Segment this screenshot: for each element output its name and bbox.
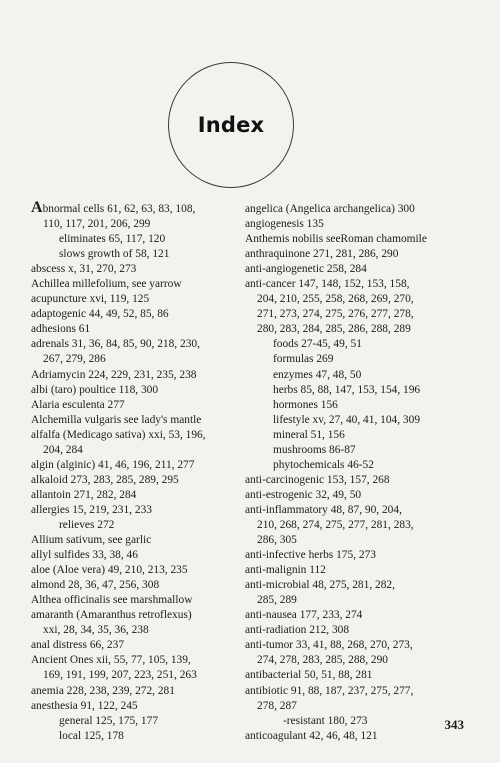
index-entry-line: 169, 191, 199, 207, 223, 251, 263 [43, 669, 197, 682]
index-entry [245, 217, 475, 232]
index-entry-line: general 125, 175, 177 [59, 714, 159, 727]
index-entry-line: algin (alginic) 41, 46, 196, 211, 277 [31, 458, 195, 471]
index-entry [31, 398, 259, 413]
index-entry [31, 578, 259, 593]
index-entry-line: slows growth of 58, 121 [59, 248, 170, 261]
index-entry [245, 247, 475, 262]
index-entry-line: xxi, 28, 34, 35, 36, 238 [43, 624, 149, 637]
index-entry [245, 548, 475, 563]
index-column-left [31, 199, 259, 744]
index-entry-line: Adriamycin 224, 229, 231, 235, 238 [31, 368, 197, 381]
index-entry-line: 280, 283, 284, 285, 286, 288, 289 [257, 323, 411, 336]
index-entry-line: acupuncture xvi, 119, 125 [31, 293, 150, 306]
index-entry-line: anti-radiation 212, 308 [245, 624, 350, 637]
index-entry [245, 668, 475, 683]
index-entry-line: anti-tumor 33, 41, 88, 268, 270, 273, [245, 639, 413, 652]
index-entry [31, 593, 259, 608]
index-entry-line: antibacterial 50, 51, 88, 281 [245, 669, 373, 682]
index-entry-line: anti-malignin 112 [245, 564, 326, 577]
index-entry [31, 684, 259, 699]
index-entry-line: alkaloid 273, 283, 285, 289, 295 [31, 473, 179, 486]
index-entry-line: angiogenesis 135 [245, 218, 324, 231]
index-entry [31, 262, 259, 277]
index-entry [31, 473, 259, 488]
index-entry [245, 262, 475, 277]
index-entry [245, 714, 475, 729]
index-entry-line: anti-nausea 177, 233, 274 [245, 609, 363, 622]
title-circle [168, 62, 294, 188]
index-entry [245, 488, 475, 503]
index-entry-line: Alaria esculenta 277 [31, 398, 125, 411]
index-entry-line: local 125, 178 [59, 729, 124, 742]
index-entry-line: adhesions 61 [31, 323, 91, 336]
index-entry-line: angelica (Angelica archangelica) 300 [245, 203, 415, 215]
page-title: Index [197, 113, 265, 137]
index-entry-line: relieves 272 [59, 518, 115, 531]
index-entry-line: enzymes 47, 48, 50 [273, 368, 362, 381]
index-entry [245, 413, 475, 428]
index-entry [31, 608, 259, 638]
index-entry-line: phytochemicals 46-52 [273, 458, 374, 471]
index-entry [31, 247, 259, 262]
index-entry-line: mushrooms 86-87 [273, 443, 356, 456]
index-entry-line: 267, 279, 286 [43, 353, 106, 366]
index-entry [245, 368, 475, 383]
index-entry-line: 204, 210, 255, 258, 268, 269, 270, [257, 293, 414, 306]
index-entry-line: anti-cancer 147, 148, 152, 153, 158, [245, 278, 410, 291]
index-entry [245, 428, 475, 443]
index-entry [31, 428, 259, 458]
index-entry-line: formulas 269 [273, 353, 334, 366]
index-entry-line: antibiotic 91, 88, 187, 237, 275, 277, [245, 684, 414, 697]
index-entry-line: anti-microbial 48, 275, 281, 282, [245, 579, 395, 592]
index-entry [31, 277, 259, 292]
index-entry [245, 729, 475, 744]
page-number: 343 [444, 717, 464, 732]
index-entry-line: aloe (Aloe vera) 49, 210, 213, 235 [31, 564, 188, 577]
index-entry-line: anti-infective herbs 175, 273 [245, 549, 376, 562]
index-entry-line: 274, 278, 283, 285, 288, 290 [257, 654, 388, 667]
index-entry [31, 533, 259, 548]
index-entry [31, 307, 259, 322]
index-entry-line: Anthemis nobilis seeRoman chamomile [245, 233, 427, 246]
index-entry-line: eliminates 65, 117, 120 [59, 233, 166, 246]
index-entry [245, 398, 475, 413]
index-entry-line: anti-carcinogenic 153, 157, 268 [245, 473, 390, 486]
index-entry-line: Alchemilla vulgaris see lady's mantle [31, 413, 202, 426]
index-entry-line: allantoin 271, 282, 284 [31, 488, 137, 501]
index-entry [31, 518, 259, 533]
index-entry [31, 337, 259, 367]
index-entry-line: adaptogenic 44, 49, 52, 85, 86 [31, 308, 169, 321]
index-entry-line: almond 28, 36, 47, 256, 308 [31, 579, 160, 592]
index-entry [31, 458, 259, 473]
index-entry-line: foods 27-45, 49, 51 [273, 338, 362, 351]
index-entry-line: albi (taro) poultice 118, 300 [31, 383, 159, 396]
index-entry-line: Allium sativum, see garlic [31, 534, 152, 547]
index-entry-line: 271, 273, 274, 275, 276, 277, 278, [257, 308, 414, 321]
index-entry [31, 503, 259, 518]
index-entry-line: 204, 284 [43, 443, 83, 456]
index-entry [245, 383, 475, 398]
index-entry [31, 322, 259, 337]
index-entry-line: 110, 117, 201, 206, 299 [43, 218, 151, 231]
index-entry [31, 548, 259, 563]
index-entry-line: abscess x, 31, 270, 273 [31, 263, 137, 276]
index-entry [245, 443, 475, 458]
index-entry-line: anal distress 66, 237 [31, 639, 125, 652]
index-entry-line: lifestyle xv, 27, 40, 41, 104, 309 [273, 413, 421, 426]
index-entry [31, 383, 259, 398]
index-entry [245, 337, 475, 352]
index-entry-line: 285, 289 [257, 594, 297, 607]
index-entry-line: Althea officinalis see marshmallow [31, 594, 193, 607]
index-entry [31, 368, 259, 383]
index-entry [245, 277, 475, 337]
index-entry-line: allyl sulfides 33, 38, 46 [31, 549, 138, 562]
index-entry [31, 413, 259, 428]
index-entry [31, 232, 259, 247]
index-entry-line: anticoagulant 42, 46, 48, 121 [245, 729, 378, 742]
index-entry [245, 202, 475, 217]
index-entry-line: -resistant 180, 273 [283, 714, 368, 727]
index-entry-line: hormones 156 [273, 398, 338, 411]
index-entry [31, 714, 259, 729]
index-entry-line: 286, 305 [257, 534, 297, 547]
index-entry [31, 653, 259, 683]
index-entry [245, 608, 475, 623]
index-entry [245, 458, 475, 473]
index-entry [245, 352, 475, 367]
index-entry-line: anti-inflammatory 48, 87, 90, 204, [245, 503, 402, 516]
index-entry-line: adrenals 31, 36, 84, 85, 90, 218, 230, [31, 338, 200, 351]
index-entry [245, 563, 475, 578]
index-entry [245, 623, 475, 638]
index-entry [31, 699, 259, 714]
index-entry-line: anesthesia 91, 122, 245 [31, 699, 138, 712]
index-entry-line: Achillea millefolium, see yarrow [31, 278, 182, 291]
index-entry [245, 473, 475, 488]
index-entry-line: alfalfa (Medicago sativa) xxi, 53, 196, [31, 428, 206, 441]
index-entry [245, 232, 475, 247]
index-entry-line: Abnormal cells 61, 62, 63, 83, 108, [31, 199, 196, 216]
index-entry-line: Ancient Ones xii, 55, 77, 105, 139, [31, 654, 191, 667]
index-column-right [245, 202, 475, 744]
drop-cap: A [31, 199, 43, 216]
index-entry-line: allergies 15, 219, 231, 233 [31, 503, 152, 516]
index-entry [31, 638, 259, 653]
index-entry-line: 278, 287 [257, 699, 297, 712]
index-entry-line: anthraquinone 271, 281, 286, 290 [245, 248, 399, 261]
index-entry [245, 684, 475, 714]
index-entry-line: mineral 51, 156 [273, 428, 345, 441]
index-entry [31, 729, 259, 744]
index-entry [245, 578, 475, 608]
index-entry [31, 488, 259, 503]
index-entry-line: anti-angiogenetic 258, 284 [245, 263, 367, 276]
index-entry [245, 503, 475, 548]
index-entry-line: amaranth (Amaranthus retroflexus) [31, 609, 192, 622]
index-entry-line: 210, 268, 274, 275, 277, 281, 283, [257, 518, 414, 531]
index-entry [31, 563, 259, 578]
index-entry-line: herbs 85, 88, 147, 153, 154, 196 [273, 383, 421, 396]
index-entry-line: anemia 228, 238, 239, 272, 281 [31, 684, 175, 697]
index-entry [31, 292, 259, 307]
index-entry-line: anti-estrogenic 32, 49, 50 [245, 488, 362, 501]
index-entry [31, 199, 259, 232]
index-entry [245, 638, 475, 668]
